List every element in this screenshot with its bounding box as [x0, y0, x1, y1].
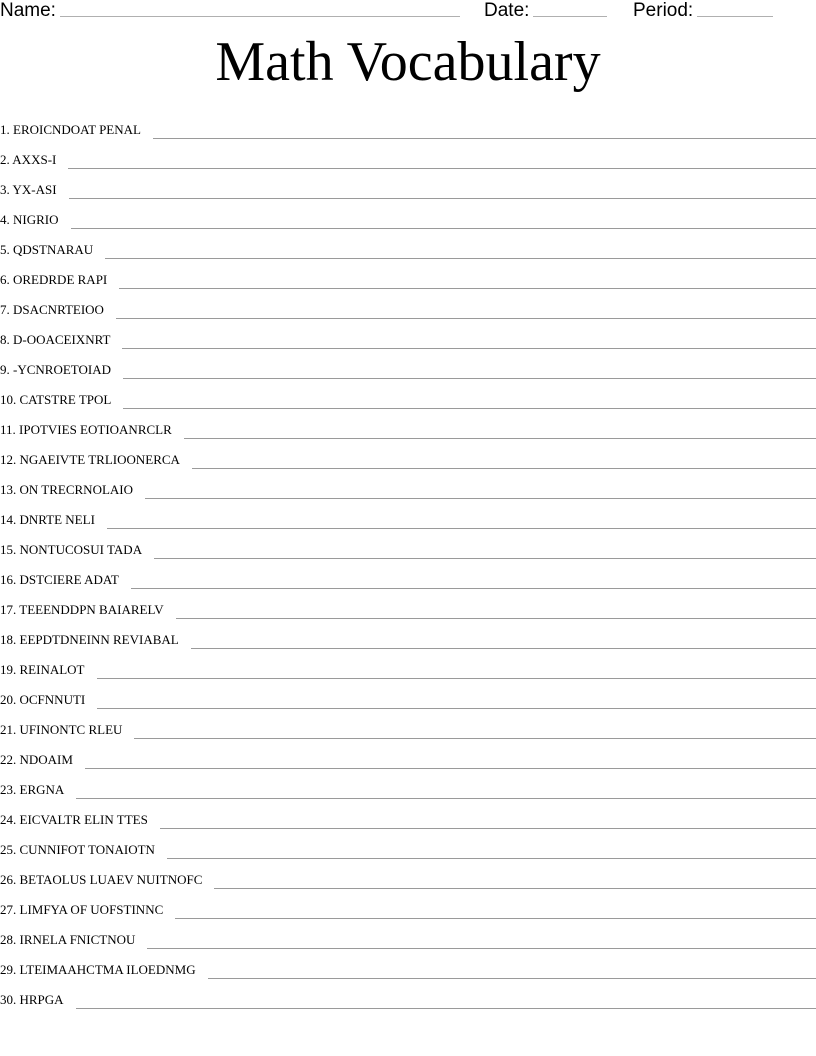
scrambled-letters: ERGNA	[19, 782, 65, 797]
scrambled-letters: DSACNRTEIOO	[13, 302, 104, 317]
page-title: Math Vocabulary	[215, 31, 601, 93]
scrambled-letters: DNRTE NELI	[19, 512, 95, 527]
item-number: 10.	[0, 392, 17, 407]
list-item	[0, 320, 816, 350]
word-scramble-list	[0, 110, 816, 1010]
scrambled-letters: CATSTRE TPOL	[19, 392, 112, 407]
scrambled-letters: OREDRDE RAPI	[13, 272, 108, 287]
scrambled-word	[0, 812, 148, 830]
item-number: 22.	[0, 752, 17, 767]
scrambled-letters: REINALOT	[19, 662, 85, 677]
item-number: 21.	[0, 722, 17, 737]
date-field	[484, 0, 607, 22]
list-item	[0, 350, 816, 380]
list-item	[0, 470, 816, 500]
item-number: 30.	[0, 992, 17, 1007]
answer-blank-line	[116, 300, 816, 319]
name-label: Name:	[0, 0, 56, 21]
scrambled-letters: QDSTNARAU	[13, 242, 94, 257]
answer-blank-line	[123, 390, 816, 409]
answer-blank-line	[147, 930, 816, 949]
list-item	[0, 500, 816, 530]
answer-blank-line	[214, 870, 816, 889]
list-item	[0, 740, 816, 770]
scrambled-letters: AXXS-I	[12, 152, 57, 167]
scrambled-letters: ON TRECRNOLAIO	[19, 482, 134, 497]
answer-blank-line	[97, 690, 816, 709]
answer-blank-line	[191, 630, 816, 649]
answer-blank-line	[131, 570, 816, 589]
scrambled-word	[0, 932, 135, 950]
item-number: 3.	[0, 182, 10, 197]
list-item	[0, 830, 816, 860]
scrambled-letters: TEEENDDPN BAIARELV	[19, 602, 164, 617]
item-number: 11.	[0, 422, 16, 437]
scrambled-letters: -YCNROETOIAD	[13, 362, 111, 377]
scrambled-word	[0, 182, 57, 200]
scrambled-letters: BETAOLUS LUAEV NUITNOFC	[19, 872, 203, 887]
scrambled-letters: NONTUCOSUI TADA	[19, 542, 143, 557]
item-number: 7.	[0, 302, 10, 317]
scrambled-letters: HRPGA	[19, 992, 64, 1007]
scrambled-word	[0, 872, 202, 890]
item-number: 9.	[0, 362, 10, 377]
answer-blank-line	[76, 780, 816, 799]
scrambled-word	[0, 962, 196, 980]
list-item	[0, 170, 816, 200]
item-number: 29.	[0, 962, 17, 977]
scrambled-word	[0, 302, 104, 320]
item-number: 1.	[0, 122, 10, 137]
answer-blank-line	[119, 270, 816, 289]
scrambled-word	[0, 212, 59, 230]
scrambled-word	[0, 362, 111, 380]
list-item	[0, 980, 816, 1010]
scrambled-word	[0, 632, 179, 650]
scrambled-word	[0, 992, 64, 1010]
item-number: 16.	[0, 572, 17, 587]
list-item	[0, 950, 816, 980]
list-item	[0, 860, 816, 890]
scrambled-word	[0, 392, 111, 410]
scrambled-word	[0, 602, 164, 620]
scrambled-letters: DSTCIERE ADAT	[19, 572, 119, 587]
answer-blank-line	[160, 810, 816, 829]
scrambled-word	[0, 122, 141, 140]
scrambled-word	[0, 542, 142, 560]
answer-blank-line	[153, 120, 816, 139]
answer-blank-line	[167, 840, 816, 859]
answer-blank-line	[184, 420, 816, 439]
scrambled-word	[0, 242, 93, 260]
scrambled-word	[0, 512, 95, 530]
scrambled-word	[0, 272, 107, 290]
item-number: 14.	[0, 512, 17, 527]
list-item	[0, 140, 816, 170]
list-item	[0, 230, 816, 260]
item-number: 28.	[0, 932, 17, 947]
worksheet-header	[0, 0, 816, 26]
list-item	[0, 290, 816, 320]
answer-blank-line	[107, 510, 816, 529]
item-number: 27.	[0, 902, 17, 917]
answer-blank-line	[134, 720, 816, 739]
list-item	[0, 410, 816, 440]
item-number: 24.	[0, 812, 17, 827]
list-item	[0, 260, 816, 290]
scrambled-word	[0, 752, 73, 770]
answer-blank-line	[105, 240, 816, 259]
answer-blank-line	[68, 150, 816, 169]
scrambled-letters: YX-ASI	[12, 182, 57, 197]
scrambled-letters: D-OOACEIXNRT	[13, 332, 111, 347]
item-number: 18.	[0, 632, 17, 647]
item-number: 25.	[0, 842, 17, 857]
answer-blank-line	[176, 600, 816, 619]
item-number: 23.	[0, 782, 17, 797]
scrambled-word	[0, 782, 64, 800]
answer-blank-line	[71, 210, 816, 229]
scrambled-letters: IRNELA FNICTNOU	[19, 932, 136, 947]
answer-blank-line	[122, 330, 816, 349]
list-item	[0, 110, 816, 140]
scrambled-letters: CUNNIFOT TONAIOTN	[19, 842, 155, 857]
answer-blank-line	[175, 900, 816, 919]
scrambled-word	[0, 482, 133, 500]
scrambled-word	[0, 422, 172, 440]
period-field	[633, 0, 773, 22]
item-number: 19.	[0, 662, 17, 677]
answer-blank-line	[123, 360, 816, 379]
item-number: 15.	[0, 542, 17, 557]
list-item	[0, 800, 816, 830]
item-number: 5.	[0, 242, 10, 257]
scrambled-letters: EICVALTR ELIN TTES	[19, 812, 148, 827]
answer-blank-line	[154, 540, 816, 559]
scrambled-word	[0, 662, 85, 680]
list-item	[0, 890, 816, 920]
answer-blank-line	[145, 480, 816, 499]
scrambled-letters: NDOAIM	[19, 752, 73, 767]
item-number: 4.	[0, 212, 10, 227]
item-number: 12.	[0, 452, 17, 467]
name-field	[0, 0, 460, 22]
list-item	[0, 920, 816, 950]
list-item	[0, 440, 816, 470]
answer-blank-line	[97, 660, 816, 679]
item-number: 2.	[0, 152, 10, 167]
list-item	[0, 710, 816, 740]
date-blank-line	[533, 0, 607, 17]
item-number: 6.	[0, 272, 10, 287]
list-item	[0, 590, 816, 620]
scrambled-letters: UFINONTC RLEU	[19, 722, 123, 737]
scrambled-word	[0, 842, 155, 860]
scrambled-word	[0, 452, 180, 470]
scrambled-word	[0, 722, 122, 740]
answer-blank-line	[69, 180, 816, 199]
scrambled-letters: OCFNNUTI	[19, 692, 86, 707]
scrambled-word	[0, 902, 163, 920]
list-item	[0, 680, 816, 710]
list-item	[0, 530, 816, 560]
scrambled-letters: EROICNDOAT PENAL	[13, 122, 141, 137]
scrambled-word	[0, 332, 110, 350]
answer-blank-line	[208, 960, 816, 979]
date-label: Date:	[484, 0, 530, 21]
answer-blank-line	[85, 750, 816, 769]
scrambled-word	[0, 572, 119, 590]
list-item	[0, 650, 816, 680]
period-blank-line	[697, 0, 773, 17]
answer-blank-line	[192, 450, 816, 469]
list-item	[0, 560, 816, 590]
scrambled-letters: NIGRIO	[13, 212, 59, 227]
scrambled-word	[0, 152, 56, 170]
scrambled-letters: LIMFYA OF UOFSTINNC	[19, 902, 164, 917]
list-item	[0, 380, 816, 410]
item-number: 8.	[0, 332, 10, 347]
scrambled-letters: IPOTVIES EOTIOANRCLR	[19, 422, 172, 437]
scrambled-letters: EEPDTDNEINN REVIABAL	[19, 632, 179, 647]
scrambled-word	[0, 692, 85, 710]
scrambled-letters: NGAEIVTE TRLIOONERCA	[19, 452, 180, 467]
item-number: 13.	[0, 482, 17, 497]
answer-blank-line	[76, 990, 816, 1009]
list-item	[0, 770, 816, 800]
list-item	[0, 200, 816, 230]
scrambled-letters: LTEIMAAHCTMA ILOEDNMG	[19, 962, 196, 977]
name-blank-line	[60, 0, 460, 17]
item-number: 17.	[0, 602, 17, 617]
item-number: 20.	[0, 692, 17, 707]
period-label: Period:	[633, 0, 694, 21]
list-item	[0, 620, 816, 650]
item-number: 26.	[0, 872, 17, 887]
